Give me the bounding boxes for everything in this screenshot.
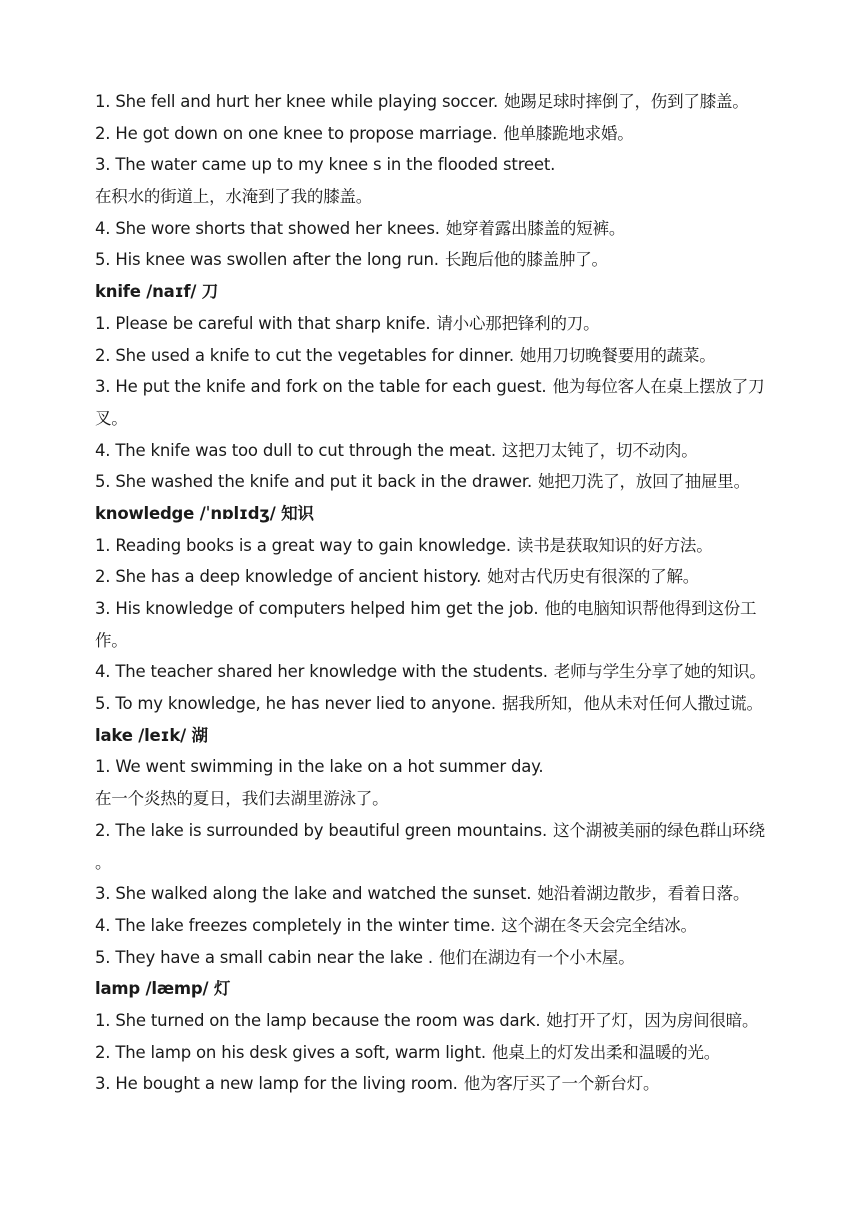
section-lamp [95, 973, 785, 1100]
english-sentence: 4. The lake freezes completely in the winter time. [95, 915, 496, 935]
chinese-translation: 她把刀洗了，放回了抽屉里。 [538, 472, 750, 492]
chinese-translation: 她沿着湖边散步，看着日落。 [537, 884, 750, 904]
sentence-line [95, 847, 785, 879]
sentence-line [95, 371, 785, 403]
chinese-translation: 她踢足球时摔倒了，伤到了膝盖。 [504, 92, 749, 111]
chinese-translation: 据我所知，他从未对任何人撒过谎。 [501, 694, 763, 714]
chinese-translation: 。 [95, 852, 112, 872]
chinese-translation: 请小心那把锋利的刀。 [436, 313, 600, 333]
word-heading: lake /leɪk/ 湖 [95, 725, 208, 745]
english-sentence: 4. The teacher shared her knowledge with the students. [95, 662, 548, 682]
english-sentence: 1. She turned on the lamp because the room was dark. [95, 1010, 541, 1030]
english-sentence: 1. She fell and hurt her knee while playing soccer. [95, 92, 499, 111]
chinese-translation: 他为每位客人在桌上摆放了刀 [552, 377, 765, 397]
english-sentence: 2. She used a knife to cut the vegetables for dinner. [95, 345, 514, 365]
sentence-line [95, 149, 785, 181]
chinese-translation: 他单膝跪地求婚。 [503, 123, 634, 143]
chinese-translation: 她穿着露出膝盖的短裤。 [445, 218, 626, 238]
chinese-translation: 读书是获取知识的好方法。 [516, 535, 713, 555]
sentence-line [95, 783, 785, 815]
chinese-translation: 在一个炎热的夏日，我们去湖里游泳了。 [95, 789, 389, 809]
english-sentence: 2. The lamp on his desk gives a soft, warm light. [95, 1042, 486, 1062]
english-sentence: 5. His knee was swollen after the long run. [95, 250, 439, 270]
sentence-line [95, 244, 785, 276]
english-sentence: 4. She wore shorts that showed her knees. [95, 218, 440, 238]
english-sentence: 4. The knife was too dull to cut through the meat. [95, 440, 496, 460]
document-page [95, 86, 785, 1100]
english-sentence: 3. She walked along the lake and watched the sunset. [95, 884, 532, 904]
sentence-line [95, 213, 785, 245]
sentence-line [95, 86, 785, 118]
sentence-line [95, 910, 785, 942]
sentence-line [95, 1068, 785, 1100]
chinese-translation: 长跑后他的膝盖肿了。 [444, 250, 608, 270]
chinese-translation: 他为客厅买了一个新台灯。 [463, 1074, 660, 1094]
sentence-line [95, 530, 785, 562]
chinese-translation: 作。 [95, 630, 128, 650]
chinese-translation: 她打开了灯，因为房间很暗。 [546, 1010, 759, 1030]
english-sentence: 2. He got down on one knee to propose marriage. [95, 123, 498, 143]
chinese-translation: 在积水的街道上，水淹到了我的膝盖。 [95, 187, 373, 207]
sentence-line [95, 1037, 785, 1069]
english-sentence: 2. She has a deep knowledge of ancient history. [95, 567, 482, 587]
english-sentence: 5. To my knowledge, he has never lied to anyone. [95, 694, 496, 714]
english-sentence: 3. He put the knife and fork on the table for each guest. [95, 377, 547, 397]
section-knife [95, 276, 785, 498]
chinese-translation: 他们在湖边有一个小木屋。 [438, 947, 635, 967]
english-sentence: 2. The lake is surrounded by beautiful green mountains. [95, 820, 547, 840]
sentence-line [95, 340, 785, 372]
english-sentence: 3. He bought a new lamp for the living room. [95, 1074, 458, 1094]
sentence-line [95, 751, 785, 783]
section-lake [95, 720, 785, 974]
sentence-line [95, 435, 785, 467]
sentence-line [95, 118, 785, 150]
sentence-line [95, 466, 785, 498]
sentence-line [95, 561, 785, 593]
chinese-translation: 他的电脑知识帮他得到这份工 [544, 599, 757, 618]
section-knee [95, 86, 785, 276]
sentence-line [95, 593, 785, 625]
english-sentence: 3. The water came up to my knee s in the flooded street. [95, 155, 556, 175]
english-sentence: 3. His knowledge of computers helped him get the job. [95, 599, 539, 618]
sentence-line [95, 1005, 785, 1037]
english-sentence: 1. Please be careful with that sharp knife. [95, 313, 431, 333]
chinese-translation: 这个湖在冬天会完全结冰。 [501, 915, 697, 935]
chinese-translation: 他桌上的灯发出柔和温暖的光。 [491, 1042, 721, 1062]
chinese-translation: 她用刀切晚餐要用的蔬菜。 [519, 345, 716, 365]
chinese-translation: 叉。 [95, 408, 128, 428]
sentence-line [95, 181, 785, 213]
sentence-line [95, 815, 785, 847]
word-heading: knowledge /ˈnɒlɪdʒ/ 知识 [95, 503, 314, 523]
chinese-translation: 这个湖被美丽的绿色群山环绕 [553, 820, 765, 840]
chinese-translation: 她对古代历史有很深的了解。 [487, 567, 700, 587]
english-sentence: 1. Reading books is a great way to gain knowledge. [95, 535, 511, 555]
english-sentence: 5. She washed the knife and put it back in the drawer. [95, 472, 532, 492]
chinese-translation: 这把刀太钝了，切不动肉。 [501, 440, 698, 460]
word-heading: lamp /læmp/ 灯 [95, 979, 231, 999]
english-sentence: 5. They have a small cabin near the lake . [95, 947, 433, 967]
sentence-line [95, 878, 785, 910]
sentence-line [95, 688, 785, 720]
sentence-line [95, 656, 785, 688]
sentence-line [95, 942, 785, 974]
english-sentence: 1. We went swimming in the lake on a hot summer day. [95, 757, 544, 777]
sentence-line [95, 403, 785, 435]
sentence-line [95, 308, 785, 340]
section-knowledge [95, 498, 785, 720]
chinese-translation: 老师与学生分享了她的知识。 [553, 662, 766, 682]
sentence-line [95, 625, 785, 657]
word-heading: knife /naɪf/ 刀 [95, 282, 219, 302]
